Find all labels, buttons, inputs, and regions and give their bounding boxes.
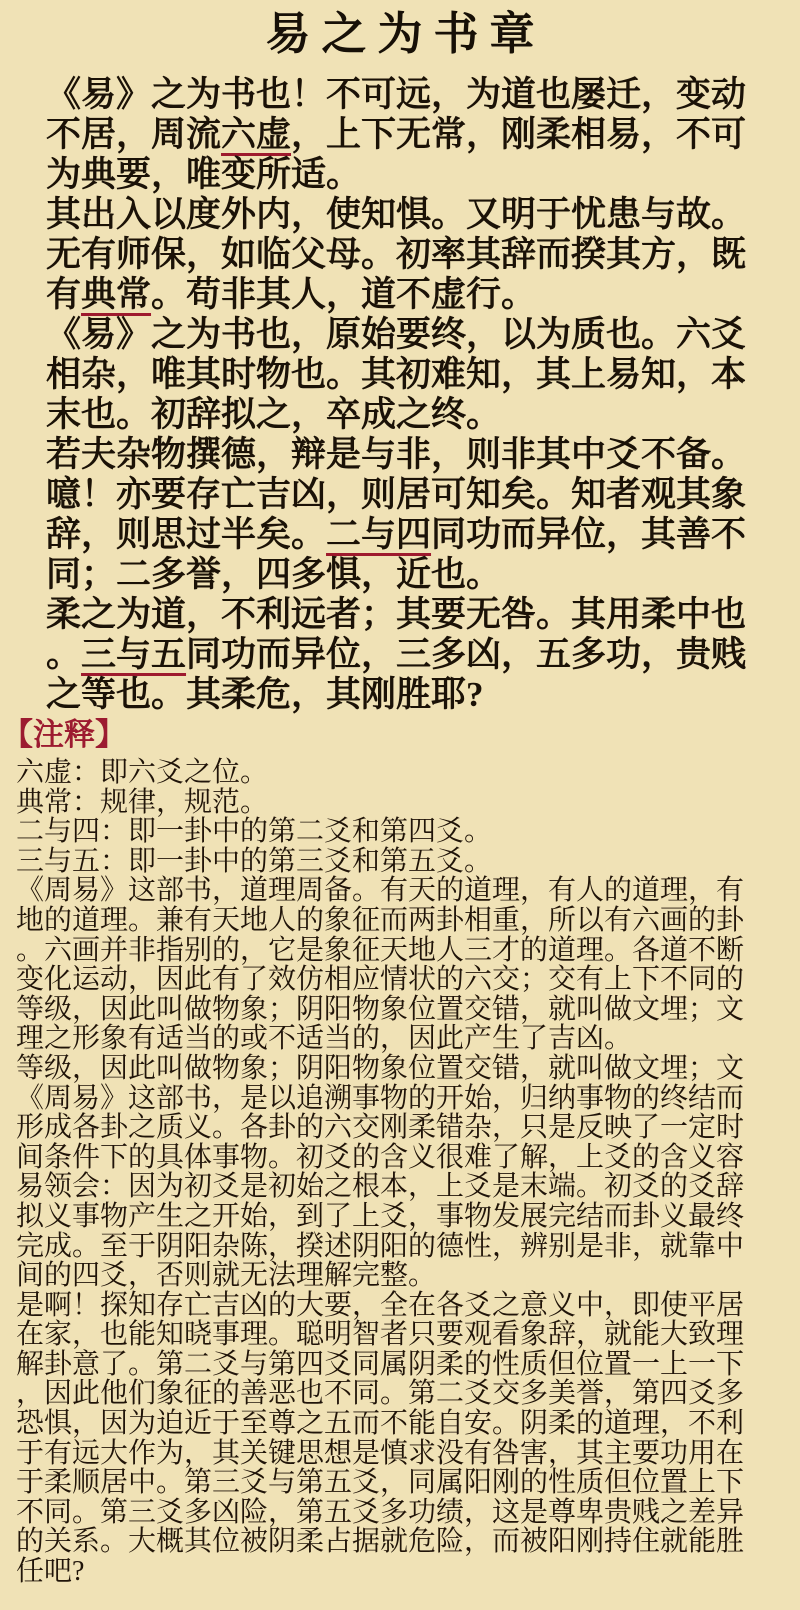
annotation-line: 理之形象有适当的或不适当的，因此产生了吉凶。 [16,1023,633,1055]
text-segment: 。苟非其人，道不虚行。 [151,275,537,314]
annotation-line: 三与五：即一卦中的第三爻和第五爻。 [16,845,493,877]
text-segment: ，上下无常，刚柔相易，不可 [291,115,747,154]
text-segment: 。 [46,635,82,674]
text-segment: 无有师保，如临父母。初率其辞而揆其方，既 [46,235,747,274]
annotation-line: 《周易》这部书，道理周备。有天的道理，有人的道理，有 [16,875,745,907]
underlined-term: 二与四 [326,515,432,554]
annotation-line: 完成。至于阴阳杂陈，揆述阴阳的德性，辨别是非，就靠中 [16,1230,745,1262]
annotation-line: 等级，因此叫做物象；阴阳物象位置交错，就叫做文埋；文 [16,1052,745,1084]
text-segment: 末也。初辞拟之，卒成之终。 [46,395,502,434]
annotation-text-block [16,758,800,1587]
main-text-line [46,195,800,235]
main-text-line [46,235,800,275]
annotation-line: 二与四：即一卦中的第二爻和第四爻。 [16,816,493,848]
annotation-line: 在家，也能知晓事理。聪明智者只要观看象辞，就能大致理 [16,1319,745,1351]
underlined-term: 三与五 [81,635,187,674]
main-text-line [46,275,800,315]
underlined-term: 典常 [81,275,152,314]
annotation-line: 六虚：即六爻之位。 [16,757,269,788]
annotation-line: 恐惧，因为迫近于至尊之五而不能自安。阴柔的道理，不利 [16,1408,745,1440]
main-text-line [46,635,800,675]
text-segment: 相杂，唯其时物也。其初难知，其上易知，本 [46,355,747,394]
annotation-section-header: 【注释】 [2,717,126,752]
main-text-line [46,355,800,395]
annotation-line: 拟义事物产生之开始，到了上爻，事物发展完结而卦义最终 [16,1200,745,1232]
text-segment: 同功而异位，其善不 [431,515,747,554]
main-text-line [46,515,800,555]
main-text-line [46,115,800,155]
document-page [0,10,800,1610]
text-segment: 为典要，唯变所适。 [46,155,362,194]
main-text-block [46,75,800,715]
annotation-line: 地的道理。兼有天地人的象征而两卦相重，所以有六画的卦 [16,904,745,936]
annotation-line: 间的四爻，否则就无法理解完整。 [16,1260,437,1292]
main-text-line [46,595,800,635]
text-segment: 不居，周流 [46,115,222,154]
annotation-line: 典常：规律，规范。 [16,786,269,818]
annotation-line: 易领会：因为初爻是初始之根本，上爻是末端。初爻的爻辞 [16,1171,745,1203]
annotation-line: 《周易》这部书，是以追溯事物的开始，归纳事物的终结而 [16,1082,745,1114]
annotation-line: 的关系。大概其位被阴柔占据就危险，而被阳刚持住就能胜 [16,1526,745,1558]
main-text-line [46,315,800,355]
text-segment: 辞，则思过半矣。 [46,515,327,554]
main-text-line [46,475,800,515]
annotation-line: 变化运动，因此有了效仿相应情状的六交；交有上下不同的 [16,964,745,996]
main-text-line [46,75,800,115]
page-title: 易之为书章 [265,9,546,59]
text-segment: 柔之为道，不利远者；其要无咎。其用柔中也 [46,595,747,634]
text-segment: 之等也。其柔危，其刚胜耶? [46,675,484,714]
text-segment: 同；二多誉，四多惧，近也。 [46,555,502,594]
text-segment: 《易》之为书也，原始要终，以为质也。六爻 [46,315,747,354]
text-segment: 其出入以度外内，使知惧。又明于忧患与故。 [46,195,747,234]
annotation-line: 于有远大作为，其关键思想是慎求没有咎害，其主要功用在 [16,1437,745,1469]
text-segment: 噫！亦要存亡吉凶，则居可知矣。知者观其象 [46,475,747,514]
underlined-term: 六虚 [221,115,292,154]
annotation-line: 不同。第三爻多凶险，第五爻多功绩，这是尊卑贵贱之差异 [16,1496,745,1528]
main-text-line [46,675,800,715]
main-text-line [46,155,800,195]
main-text-line [46,555,800,595]
text-segment: 同功而异位，三多凶，五多功，贵贱 [186,635,747,674]
annotation-line: ，因此他们象征的善恶也不同。第二爻交多美誉，第四爻多 [16,1378,745,1410]
annotation-line: 于柔顺居中。第三爻与第五爻，同属阳刚的性质但位置上下 [16,1467,745,1499]
annotation-line: 间条件下的具体事物。初爻的含义很难了解，上爻的含义容 [16,1141,745,1173]
annotation-line: 形成各卦之质义。各卦的六交刚柔错杂，只是反映了一定时 [16,1112,745,1144]
text-segment: 《易》之为书也！不可远，为道也屡迁，变动 [46,75,747,114]
annotation-line: 任吧? [16,1556,85,1588]
annotation-line: 是啊！探知存亡吉凶的大要，全在各爻之意义中，即使平居 [16,1289,745,1321]
main-text-line [46,395,800,435]
annotation-line: 。六画并非指别的，它是象征天地人三才的道理。各道不断 [16,934,745,966]
annotation-line: 等级，因此叫做物象；阴阳物象位置交错，就叫做文埋；文 [16,993,745,1025]
annotation-line: 解卦意了。第二爻与第四爻同属阴柔的性质但位置一上一下 [16,1348,745,1380]
main-text-line [46,435,800,475]
text-segment: 有 [46,275,82,314]
text-segment: 若夫杂物撰德，辩是与非，则非其中爻不备。 [46,435,747,474]
